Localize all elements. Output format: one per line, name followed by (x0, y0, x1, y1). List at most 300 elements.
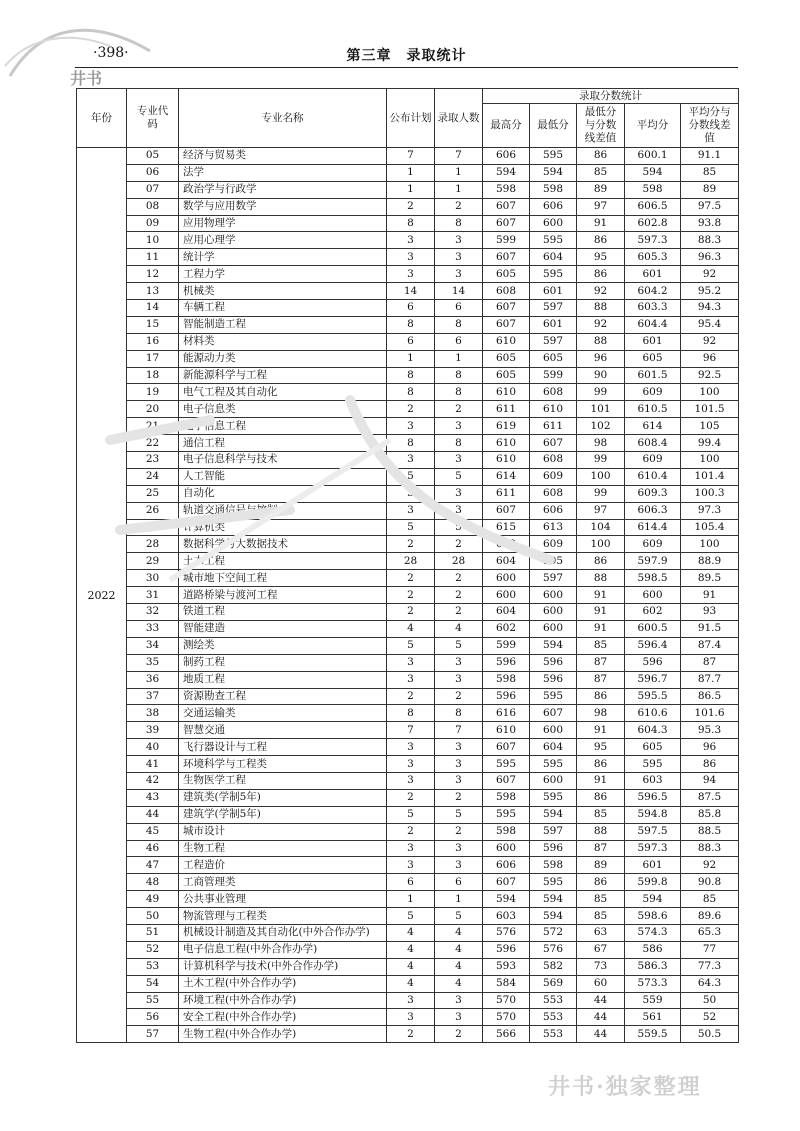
min-cell: 608 (530, 384, 577, 401)
avg-cell: 601 (625, 857, 681, 874)
avg-diff-cell: 92 (681, 857, 739, 874)
min-diff-cell: 85 (577, 908, 625, 925)
min-cell: 595 (530, 756, 577, 773)
table-row (77, 452, 739, 469)
table-row (77, 857, 739, 874)
code-cell: 11 (127, 249, 179, 266)
plan-cell: 7 (387, 148, 435, 165)
table-row (77, 958, 739, 975)
plan-cell: 2 (387, 198, 435, 215)
plan-cell: 3 (387, 249, 435, 266)
max-cell: 607 (483, 249, 530, 266)
min-diff-cell: 44 (577, 1026, 625, 1043)
table-row (77, 181, 739, 198)
avg-diff-cell: 86.5 (681, 688, 739, 705)
admit-cell: 4 (435, 975, 483, 992)
code-cell: 46 (127, 840, 179, 857)
avg-cell: 609 (625, 536, 681, 553)
min-cell: 595 (530, 789, 577, 806)
admit-cell: 28 (435, 553, 483, 570)
min-diff-cell: 91 (577, 772, 625, 789)
max-cell: 611 (483, 485, 530, 502)
avg-diff-cell: 50.5 (681, 1026, 739, 1043)
col-avg-diff-header: 平均分与分数线差值 (681, 104, 739, 148)
name-cell: 统计学 (179, 249, 387, 266)
min-cell: 601 (530, 283, 577, 300)
plan-cell: 2 (387, 823, 435, 840)
min-diff-cell: 86 (577, 148, 625, 165)
min-cell: 598 (530, 181, 577, 198)
name-cell: 资源勘查工程 (179, 688, 387, 705)
min-cell: 595 (530, 232, 577, 249)
code-cell: 31 (127, 587, 179, 604)
code-cell: 14 (127, 300, 179, 317)
max-cell: 596 (483, 654, 530, 671)
avg-diff-cell: 87.4 (681, 637, 739, 654)
admit-cell: 2 (435, 401, 483, 418)
code-cell: 24 (127, 468, 179, 485)
max-cell: 595 (483, 756, 530, 773)
avg-diff-cell: 88.9 (681, 553, 739, 570)
plan-cell: 4 (387, 975, 435, 992)
admit-cell: 5 (435, 637, 483, 654)
avg-diff-cell: 85.8 (681, 806, 739, 823)
avg-cell: 602.8 (625, 215, 681, 232)
code-cell: 40 (127, 739, 179, 756)
table-row (77, 266, 739, 283)
avg-cell: 559 (625, 992, 681, 1009)
admit-cell: 3 (435, 654, 483, 671)
admit-cell: 6 (435, 874, 483, 891)
admit-cell: 3 (435, 857, 483, 874)
plan-cell: 3 (387, 671, 435, 688)
avg-diff-cell: 85 (681, 891, 739, 908)
min-diff-cell: 95 (577, 249, 625, 266)
code-cell: 13 (127, 283, 179, 300)
max-cell: 594 (483, 891, 530, 908)
name-cell: 电气工程及其自动化 (179, 384, 387, 401)
admit-cell: 5 (435, 806, 483, 823)
avg-cell: 595.5 (625, 688, 681, 705)
min-cell: 599 (530, 367, 577, 384)
min-diff-cell: 85 (577, 637, 625, 654)
plan-cell: 3 (387, 739, 435, 756)
name-cell: 铁道工程 (179, 604, 387, 621)
name-cell: 数学与应用数学 (179, 198, 387, 215)
code-cell: 47 (127, 857, 179, 874)
plan-cell: 5 (387, 806, 435, 823)
avg-diff-cell: 100 (681, 536, 739, 553)
min-cell: 600 (530, 722, 577, 739)
code-cell: 23 (127, 452, 179, 469)
min-diff-cell: 102 (577, 418, 625, 435)
score-group-header: 录取分数统计 (483, 89, 739, 104)
max-cell: 607 (483, 316, 530, 333)
avg-diff-cell: 86 (681, 756, 739, 773)
max-cell: 600 (483, 840, 530, 857)
min-diff-cell: 99 (577, 452, 625, 469)
table-row (77, 232, 739, 249)
table-row (77, 300, 739, 317)
avg-diff-cell: 99.4 (681, 435, 739, 452)
avg-cell: 586.3 (625, 958, 681, 975)
min-diff-cell: 85 (577, 164, 625, 181)
avg-cell: 606.5 (625, 198, 681, 215)
min-diff-cell: 73 (577, 958, 625, 975)
max-cell: 609 (483, 536, 530, 553)
min-diff-cell: 95 (577, 739, 625, 756)
avg-diff-cell: 50 (681, 992, 739, 1009)
min-diff-cell: 86 (577, 789, 625, 806)
max-cell: 606 (483, 148, 530, 165)
min-diff-cell: 86 (577, 756, 625, 773)
min-cell: 609 (530, 536, 577, 553)
avg-diff-cell: 64.3 (681, 975, 739, 992)
min-cell: 600 (530, 587, 577, 604)
table-row (77, 705, 739, 722)
plan-cell: 5 (387, 519, 435, 536)
max-cell: 598 (483, 789, 530, 806)
min-cell: 600 (530, 620, 577, 637)
name-cell: 材料类 (179, 333, 387, 350)
min-cell: 595 (530, 148, 577, 165)
name-cell: 智能建造 (179, 620, 387, 637)
table-row (77, 1009, 739, 1026)
avg-diff-cell: 95.2 (681, 283, 739, 300)
min-diff-cell: 92 (577, 283, 625, 300)
min-cell: 594 (530, 908, 577, 925)
avg-cell: 601.5 (625, 367, 681, 384)
plan-cell: 14 (387, 283, 435, 300)
min-cell: 597 (530, 333, 577, 350)
avg-diff-cell: 105.4 (681, 519, 739, 536)
admit-cell: 8 (435, 316, 483, 333)
max-cell: 598 (483, 823, 530, 840)
min-cell: 597 (530, 823, 577, 840)
admit-cell: 8 (435, 435, 483, 452)
admit-cell: 1 (435, 181, 483, 198)
plan-cell: 3 (387, 1009, 435, 1026)
min-cell: 600 (530, 604, 577, 621)
admit-cell: 14 (435, 283, 483, 300)
name-cell: 土木工程 (179, 553, 387, 570)
code-cell: 05 (127, 148, 179, 165)
admit-cell: 4 (435, 941, 483, 958)
avg-cell: 602 (625, 604, 681, 621)
name-cell: 工程造价 (179, 857, 387, 874)
code-cell: 55 (127, 992, 179, 1009)
code-cell: 53 (127, 958, 179, 975)
avg-diff-cell: 100.3 (681, 485, 739, 502)
plan-cell: 28 (387, 553, 435, 570)
min-cell: 596 (530, 840, 577, 857)
table-row (77, 164, 739, 181)
plan-cell: 5 (387, 468, 435, 485)
code-cell: 33 (127, 620, 179, 637)
min-cell: 594 (530, 637, 577, 654)
plan-cell: 1 (387, 350, 435, 367)
table-row (77, 789, 739, 806)
table-row (77, 975, 739, 992)
max-cell: 607 (483, 215, 530, 232)
avg-diff-cell: 105 (681, 418, 739, 435)
avg-cell: 601 (625, 266, 681, 283)
min-diff-cell: 91 (577, 215, 625, 232)
avg-diff-cell: 90.8 (681, 874, 739, 891)
plan-cell: 2 (387, 1026, 435, 1043)
table-row (77, 283, 739, 300)
avg-diff-cell: 87 (681, 654, 739, 671)
avg-cell: 603.3 (625, 300, 681, 317)
min-cell: 596 (530, 671, 577, 688)
name-cell: 智能制造工程 (179, 316, 387, 333)
avg-diff-cell: 95.4 (681, 316, 739, 333)
min-cell: 553 (530, 992, 577, 1009)
code-cell: 16 (127, 333, 179, 350)
code-cell: 26 (127, 502, 179, 519)
avg-cell: 610.5 (625, 401, 681, 418)
avg-cell: 596.5 (625, 789, 681, 806)
avg-diff-cell: 89.5 (681, 570, 739, 587)
min-diff-cell: 100 (577, 536, 625, 553)
min-diff-cell: 97 (577, 502, 625, 519)
name-cell: 电子信息工程 (179, 418, 387, 435)
name-cell: 电子信息工程(中外合作办学) (179, 941, 387, 958)
avg-diff-cell: 87.7 (681, 671, 739, 688)
admit-cell: 5 (435, 519, 483, 536)
code-cell: 19 (127, 384, 179, 401)
avg-diff-cell: 97.5 (681, 198, 739, 215)
code-cell: 22 (127, 435, 179, 452)
name-cell: 土木工程(中外合作办学) (179, 975, 387, 992)
code-cell: 18 (127, 367, 179, 384)
avg-cell: 597.3 (625, 232, 681, 249)
code-cell: 10 (127, 232, 179, 249)
min-cell: 594 (530, 164, 577, 181)
year-cell: 2022 (77, 148, 127, 1043)
table-row (77, 468, 739, 485)
plan-cell: 5 (387, 908, 435, 925)
admit-cell: 2 (435, 570, 483, 587)
min-cell: 598 (530, 857, 577, 874)
name-cell: 制药工程 (179, 654, 387, 671)
avg-diff-cell: 96 (681, 739, 739, 756)
admit-cell: 3 (435, 418, 483, 435)
table-row (77, 620, 739, 637)
avg-diff-cell: 97.3 (681, 502, 739, 519)
admit-cell: 3 (435, 232, 483, 249)
code-cell: 09 (127, 215, 179, 232)
min-cell: 569 (530, 975, 577, 992)
plan-cell: 1 (387, 181, 435, 198)
code-cell: 50 (127, 908, 179, 925)
table-row (77, 485, 739, 502)
avg-cell: 604.3 (625, 722, 681, 739)
name-cell: 计算机类 (179, 519, 387, 536)
admit-cell: 8 (435, 705, 483, 722)
col-code-header: 专业代码 (127, 89, 179, 148)
min-diff-cell: 91 (577, 620, 625, 637)
avg-cell: 609 (625, 452, 681, 469)
code-cell: 36 (127, 671, 179, 688)
max-cell: 600 (483, 587, 530, 604)
code-cell: 51 (127, 924, 179, 941)
max-cell: 598 (483, 671, 530, 688)
table-row (77, 654, 739, 671)
col-avg-header: 平均分 (625, 104, 681, 148)
avg-cell: 609.3 (625, 485, 681, 502)
avg-diff-cell: 101.4 (681, 468, 739, 485)
min-cell: 613 (530, 519, 577, 536)
min-cell: 553 (530, 1026, 577, 1043)
min-diff-cell: 98 (577, 705, 625, 722)
name-cell: 道路桥梁与渡河工程 (179, 587, 387, 604)
name-cell: 新能源科学与工程 (179, 367, 387, 384)
min-diff-cell: 91 (577, 604, 625, 621)
code-cell: 56 (127, 1009, 179, 1026)
min-diff-cell: 91 (577, 722, 625, 739)
avg-cell: 610.4 (625, 468, 681, 485)
name-cell: 工商管理类 (179, 874, 387, 891)
min-cell: 609 (530, 468, 577, 485)
min-diff-cell: 44 (577, 992, 625, 1009)
plan-cell: 2 (387, 688, 435, 705)
avg-cell: 604.4 (625, 316, 681, 333)
avg-cell: 598.6 (625, 908, 681, 925)
admit-cell: 3 (435, 840, 483, 857)
avg-diff-cell: 96 (681, 350, 739, 367)
avg-cell: 574.3 (625, 924, 681, 941)
code-cell: 54 (127, 975, 179, 992)
admit-cell: 6 (435, 333, 483, 350)
max-cell: 576 (483, 924, 530, 941)
plan-cell: 3 (387, 857, 435, 874)
max-cell: 595 (483, 806, 530, 823)
chapter-title: 第三章 录取统计 (346, 48, 467, 64)
table-row (77, 198, 739, 215)
admit-cell: 3 (435, 452, 483, 469)
plan-cell: 3 (387, 840, 435, 857)
code-cell: 15 (127, 316, 179, 333)
min-cell: 553 (530, 1009, 577, 1026)
admit-cell: 4 (435, 620, 483, 637)
plan-cell: 2 (387, 604, 435, 621)
max-cell: 605 (483, 266, 530, 283)
admit-cell: 3 (435, 671, 483, 688)
avg-diff-cell: 100 (681, 384, 739, 401)
col-max-header: 最高分 (483, 104, 530, 148)
brand-mark: 井书 (70, 69, 103, 88)
min-diff-cell: 86 (577, 266, 625, 283)
table-row (77, 435, 739, 452)
plan-cell: 2 (387, 570, 435, 587)
code-cell: 48 (127, 874, 179, 891)
avg-cell: 605 (625, 350, 681, 367)
max-cell: 607 (483, 502, 530, 519)
plan-cell: 4 (387, 620, 435, 637)
table-row (77, 739, 739, 756)
min-diff-cell: 88 (577, 823, 625, 840)
max-cell: 605 (483, 367, 530, 384)
code-cell: 38 (127, 705, 179, 722)
admit-cell: 1 (435, 891, 483, 908)
min-diff-cell: 101 (577, 401, 625, 418)
code-cell: 35 (127, 654, 179, 671)
admit-cell: 2 (435, 604, 483, 621)
admit-cell: 1 (435, 164, 483, 181)
avg-cell: 573.3 (625, 975, 681, 992)
max-cell: 610 (483, 452, 530, 469)
code-cell: 25 (127, 485, 179, 502)
avg-diff-cell: 92 (681, 333, 739, 350)
plan-cell: 3 (387, 418, 435, 435)
code-cell: 41 (127, 756, 179, 773)
avg-cell: 595 (625, 756, 681, 773)
code-cell: 44 (127, 806, 179, 823)
table-row (77, 806, 739, 823)
plan-cell: 3 (387, 772, 435, 789)
name-cell: 城市设计 (179, 823, 387, 840)
max-cell: 600 (483, 570, 530, 587)
admit-cell: 2 (435, 789, 483, 806)
table-row (77, 941, 739, 958)
avg-diff-cell: 94 (681, 772, 739, 789)
name-cell: 数据科学与大数据技术 (179, 536, 387, 553)
max-cell: 611 (483, 401, 530, 418)
avg-cell: 594 (625, 891, 681, 908)
table-row (77, 891, 739, 908)
avg-diff-cell: 85 (681, 164, 739, 181)
avg-diff-cell: 94.3 (681, 300, 739, 317)
admit-cell: 7 (435, 722, 483, 739)
min-cell: 594 (530, 806, 577, 823)
plan-cell: 6 (387, 874, 435, 891)
col-year-header: 年份 (77, 89, 127, 148)
name-cell: 智慧交通 (179, 722, 387, 739)
avg-diff-cell: 91.1 (681, 148, 739, 165)
plan-cell: 8 (387, 316, 435, 333)
table-row (77, 367, 739, 384)
plan-cell: 8 (387, 705, 435, 722)
min-diff-cell: 86 (577, 553, 625, 570)
col-min-diff-header: 最低分与分数线差值 (577, 104, 625, 148)
name-cell: 生物工程(中外合作办学) (179, 1026, 387, 1043)
admit-cell: 3 (435, 1009, 483, 1026)
table-row (77, 671, 739, 688)
min-diff-cell: 87 (577, 654, 625, 671)
code-cell: 32 (127, 604, 179, 621)
min-cell: 595 (530, 266, 577, 283)
avg-cell: 598.5 (625, 570, 681, 587)
plan-cell: 3 (387, 485, 435, 502)
min-cell: 604 (530, 739, 577, 756)
code-cell: 43 (127, 789, 179, 806)
admit-cell: 8 (435, 367, 483, 384)
min-diff-cell: 85 (577, 806, 625, 823)
plan-cell: 4 (387, 941, 435, 958)
avg-cell: 600.1 (625, 148, 681, 165)
plan-cell: 3 (387, 756, 435, 773)
avg-cell: 605.3 (625, 249, 681, 266)
max-cell: 605 (483, 350, 530, 367)
avg-cell: 597.5 (625, 823, 681, 840)
avg-diff-cell: 88.3 (681, 232, 739, 249)
table-row (77, 908, 739, 925)
min-cell: 600 (530, 215, 577, 232)
min-cell: 597 (530, 570, 577, 587)
min-diff-cell: 87 (577, 671, 625, 688)
code-cell: 28 (127, 536, 179, 553)
